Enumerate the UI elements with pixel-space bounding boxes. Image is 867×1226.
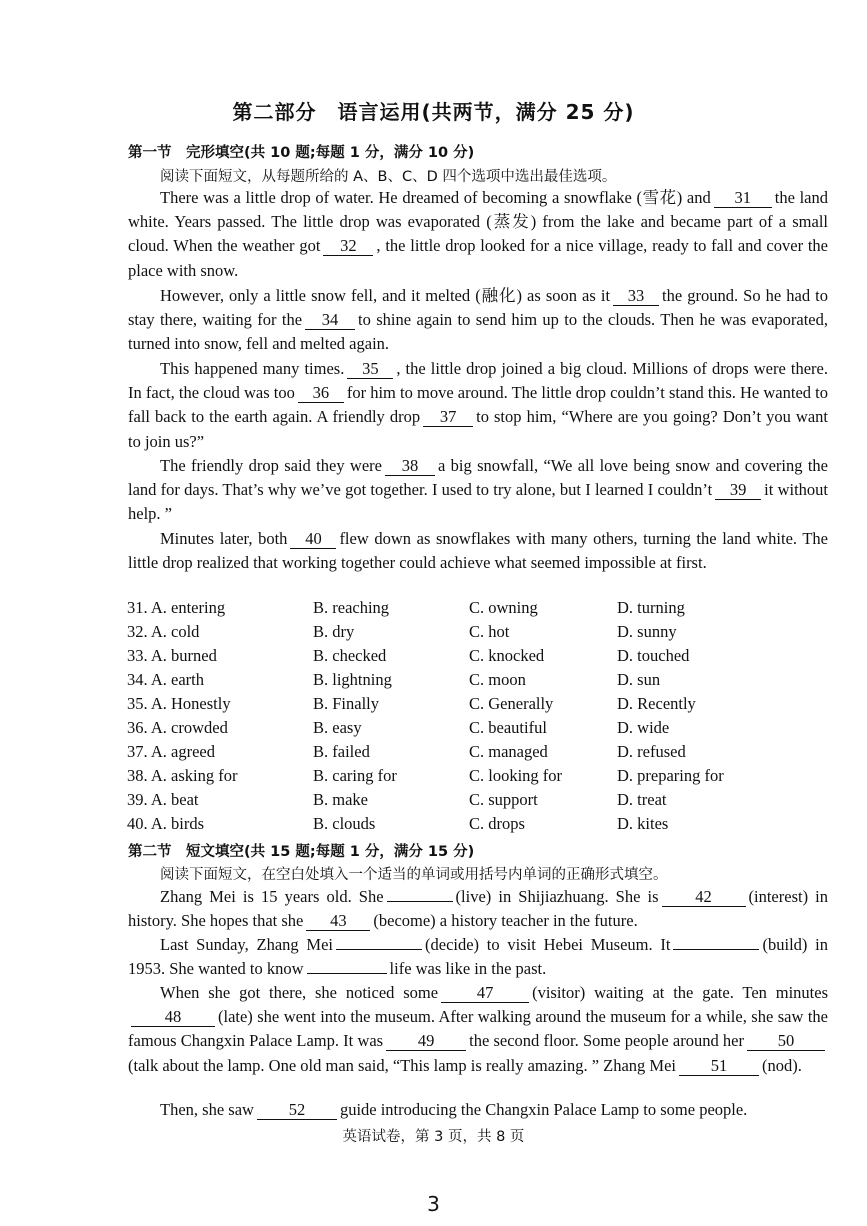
option-b: B. clouds — [313, 814, 376, 833]
fill-paragraph-3 — [128, 981, 828, 1078]
option-row-34 — [127, 670, 847, 694]
text: There was a little drop of water. He dreamed of becoming a snowflake (雪花) and — [160, 188, 711, 207]
blank-39: 39 — [715, 481, 761, 500]
option-b: B. Finally — [313, 694, 380, 713]
blank-34: 34 — [305, 311, 355, 330]
option-row-33 — [127, 646, 847, 670]
option-c: C. support — [469, 790, 538, 809]
option-b: B. checked — [313, 646, 387, 665]
blank-35: 35 — [347, 360, 393, 379]
cloze-paragraph-3 — [128, 357, 828, 454]
option-row-38 — [127, 766, 847, 790]
option-a: 37. A. agreed — [127, 742, 215, 761]
option-b: B. dry — [313, 622, 355, 641]
text: (late) she went into the museum. After walking around the museum for a while, she saw the famous Changxin Palace Lamp. It was — [128, 1007, 828, 1051]
option-d: D. treat — [617, 790, 667, 809]
option-row-36 — [127, 718, 847, 742]
text: to shine again to send him up to the clouds. Then he was evaporated, turned into snow, fell and melted again. — [128, 310, 828, 354]
blank-31: 31 — [714, 189, 772, 208]
option-a: 35. A. Honestly — [127, 694, 231, 713]
text: flew down as snowflakes with many others, turning the land white. The little drop realized that working together could achieve what seemed impossible at first. — [128, 529, 828, 573]
text: Minutes later, both — [160, 529, 288, 548]
text: , the little drop looked for a nice village, ready to fall and cover the place with snow. — [128, 236, 828, 280]
option-d: D. kites — [617, 814, 669, 833]
option-b: B. reaching — [313, 598, 390, 617]
text: Then, she saw — [160, 1100, 254, 1119]
option-c: C. drops — [469, 814, 525, 833]
blank-40: 40 — [290, 530, 336, 549]
blank-48: 48 — [131, 1008, 215, 1027]
cloze-paragraph-4 — [128, 454, 828, 527]
cloze-paragraph-1 — [128, 186, 828, 283]
blank-36: 36 — [298, 384, 344, 403]
option-row-39 — [127, 790, 847, 814]
blank-38: 38 — [385, 457, 435, 476]
page-footer: 英语试卷，第 3 页，共 8 页 — [342, 1129, 525, 1145]
option-a: 31. A. entering — [127, 598, 226, 617]
text: The friendly drop said they were — [160, 456, 382, 475]
option-d: D. turning — [617, 598, 685, 617]
text: Zhang Mei is 15 years old. She — [160, 887, 384, 906]
text: the ground. So he had to stay there, waiting for the — [128, 286, 828, 330]
blank-47: 47 — [441, 984, 529, 1003]
text: for him to move around. The little drop couldn’t stand this. He wanted to fall back to the earth again. A friendly drop — [128, 383, 829, 427]
option-c: C. beautiful — [469, 718, 547, 737]
option-c: C. managed — [469, 742, 548, 761]
fill-paragraph-2 — [128, 933, 828, 981]
section2-heading: 第二节 短文填空(共 15 题;每题 1 分，满分 15 分) — [128, 844, 475, 860]
fill-paragraph-1 — [128, 885, 828, 933]
option-c: C. knocked — [469, 646, 545, 665]
text: (decide) to visit Hebei Museum. It — [425, 935, 671, 954]
option-c: C. owning — [469, 598, 538, 617]
option-d: D. touched — [617, 646, 690, 665]
blank-52: 52 — [257, 1101, 337, 1120]
option-d: D. Recently — [617, 694, 696, 713]
blank-42: 42 — [662, 888, 746, 907]
option-a: 38. A. asking for — [127, 766, 238, 785]
option-a: 34. A. earth — [127, 670, 204, 689]
text: it without help. ” — [128, 480, 828, 524]
option-c: C. Generally — [469, 694, 554, 713]
text: , the little drop joined a big cloud. Millions of drops were there. In fact, the cloud was too — [128, 359, 828, 403]
text: However, only a little snow fell, and it melted (融化) as soon as it — [160, 286, 611, 305]
blank-32: 32 — [323, 237, 373, 256]
text: (live) in Shijiazhuang. She is — [455, 887, 659, 906]
text: the second floor. Some people around her — [469, 1031, 744, 1051]
text: (become) a history teacher in the future. — [373, 911, 638, 931]
cloze-paragraph-5 — [128, 527, 828, 575]
text: to stop him, “Where are you going? Don’t you want to join us?” — [128, 407, 828, 451]
option-d: D. wide — [617, 718, 670, 737]
option-row-32 — [127, 622, 847, 646]
section1-heading: 第一节 完形填空(共 10 题;每题 1 分，满分 10 分) — [128, 145, 475, 161]
text: (interest) in history. She hopes that she — [128, 887, 828, 931]
text: This happened many times. — [160, 359, 345, 378]
fill-paragraph-4 — [128, 1098, 828, 1122]
section1-instruction: 阅读下面短文，从每题所给的 A、B、C、D 四个选项中选出最佳选项。 — [160, 169, 617, 185]
cloze-paragraph-2 — [128, 284, 828, 357]
option-d: D. sun — [617, 670, 661, 689]
text: the land white. Years passed. The little drop was evaporated (蒸发) from the lake and became part of a small cloud. When the weather got — [128, 188, 828, 256]
option-b: B. caring for — [313, 766, 397, 785]
text: a big snowfall, “We all love being snow and covering the land for days. That’s why we’ve got together. I used to try alone, but I learned I couldn’t — [128, 456, 828, 500]
option-row-31 — [127, 598, 847, 622]
option-b: B. easy — [313, 718, 362, 737]
blank-44 — [336, 949, 422, 950]
blank-51: 51 — [679, 1057, 759, 1076]
blank-50: 50 — [747, 1032, 825, 1051]
page-number: 3 — [427, 1192, 440, 1216]
option-b: B. failed — [313, 742, 370, 761]
section2-instruction: 阅读下面短文，在空白处填入一个适当的单词或用括号内单词的正确形式填空。 — [160, 867, 668, 883]
option-row-37 — [127, 742, 847, 766]
text: (nod). — [762, 1055, 802, 1075]
blank-49: 49 — [386, 1032, 466, 1051]
option-a: 33. A. burned — [127, 646, 217, 665]
text: Last Sunday, Zhang Mei — [160, 935, 333, 954]
blank-41 — [387, 901, 453, 902]
blank-33: 33 — [613, 287, 659, 306]
text: guide introducing the Changxin Palace Lamp to some people. — [339, 1100, 748, 1119]
blank-46 — [307, 973, 387, 974]
option-a: 32. A. cold — [127, 622, 200, 641]
option-a: 40. A. birds — [127, 814, 205, 833]
blank-43: 43 — [306, 912, 370, 931]
text: (talk about the lamp. One old man said, “This lamp is really amazing. ” Zhang Mei — [128, 1055, 677, 1075]
option-row-40 — [127, 814, 847, 838]
option-a: 36. A. crowded — [127, 718, 228, 737]
answer-options — [127, 598, 847, 838]
text: life was like in the past. — [389, 959, 547, 979]
option-row-35 — [127, 694, 847, 718]
option-d: D. sunny — [617, 622, 677, 641]
option-a: 39. A. beat — [127, 790, 199, 809]
text: (visitor) waiting at the gate. Ten minutes — [532, 983, 828, 1002]
option-c: C. looking for — [469, 766, 563, 785]
blank-37: 37 — [423, 408, 473, 427]
option-d: D. refused — [617, 742, 686, 761]
option-d: D. preparing for — [617, 766, 724, 785]
option-c: C. hot — [469, 622, 510, 641]
text: When she got there, she noticed some — [160, 983, 439, 1002]
option-b: B. make — [313, 790, 368, 809]
option-c: C. moon — [469, 670, 526, 689]
part-title: 第二部分 语言运用(共两节，满分 25 分) — [232, 100, 635, 124]
text: (build) in 1953. She wanted to know — [128, 935, 828, 979]
option-b: B. lightning — [313, 670, 392, 689]
blank-45 — [673, 949, 759, 950]
